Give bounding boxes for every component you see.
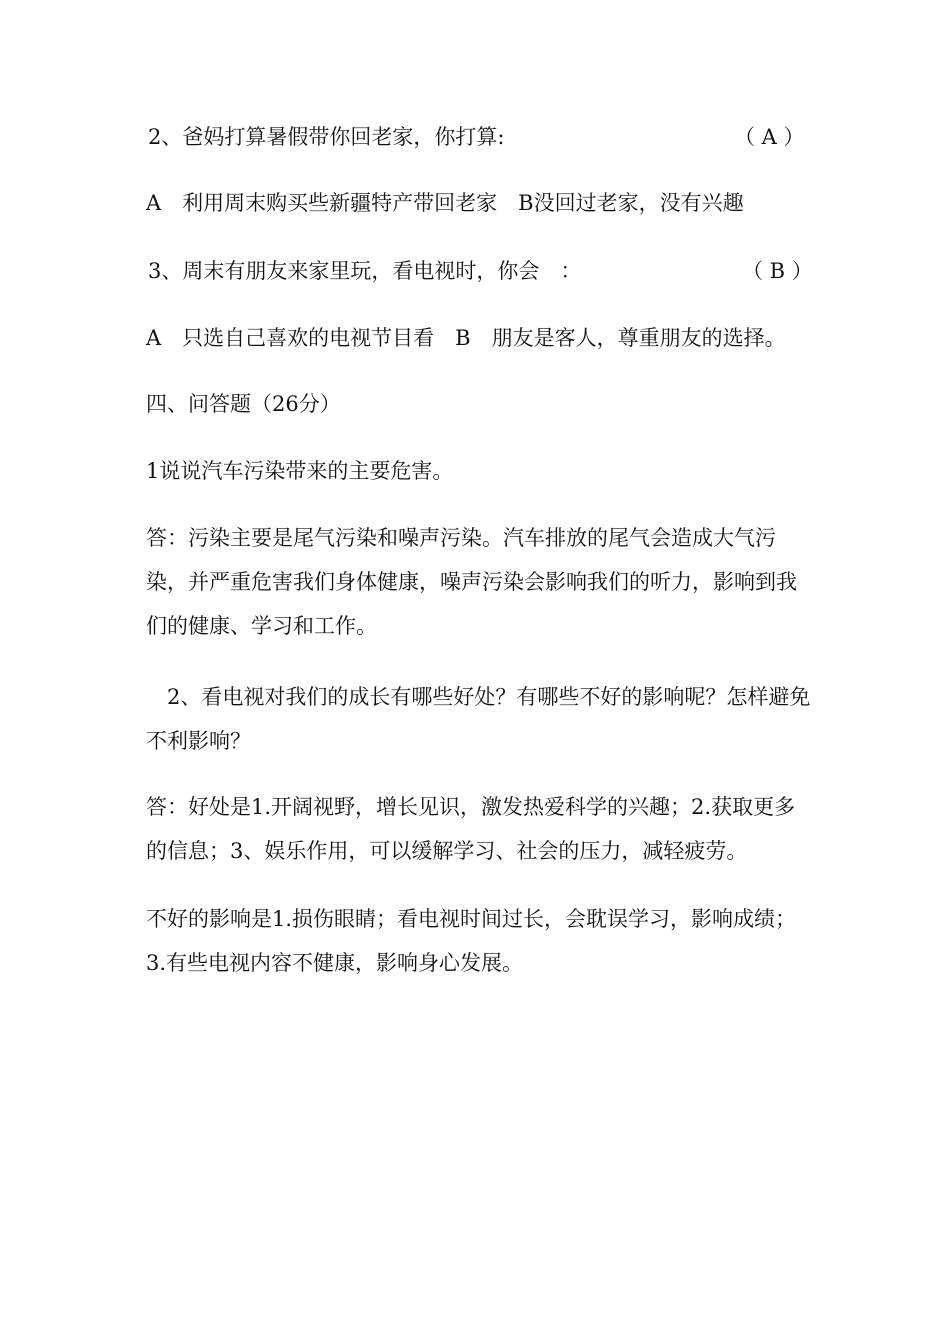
question-3-options: A 只选自己喜欢的电视节目看 B 朋友是客人，尊重朋友的选择。 xyxy=(146,326,786,350)
qa-answer-1: 答：污染主要是尾气污染和噪声污染。汽车排放的尾气会造成大气污染，并严重危害我们身体健康，噪声污染会影响我们的听力，影响到我们的健康、学习和工作。 xyxy=(146,526,797,638)
qa-question-1: 1说说汽车污染带来的主要危害。 xyxy=(146,459,454,483)
question-3-answer: （ B ） xyxy=(742,259,813,283)
section-4-heading: 四、问答题（26分） xyxy=(146,392,341,416)
question-2-answer: （ A ） xyxy=(734,125,805,149)
qa-answer-2-good: 答：好处是1.开阔视野，增长见识，激发热爱科学的兴趣；2.获取更多的信息；3、娱乐作用，可以缓解学习、社会的压力，减轻疲劳。 xyxy=(146,795,796,863)
question-3-text: 3、周末有朋友来家里玩，看电视时，你会 ： xyxy=(148,259,582,283)
qa-question-2: 2、看电视对我们的成长有哪些好处？有哪些不好的影响呢？怎样避免不利影响？ xyxy=(146,685,811,753)
qa-answer-2-bad: 不好的影响是1.损伤眼睛；看电视时间过长，会耽误学习，影响成绩；3.有些电视内容不健康，影响身心发展。 xyxy=(146,907,797,975)
question-2-text: 2、爸妈打算暑假带你回老家，你打算: xyxy=(148,125,505,149)
question-2-options: A 利用周末购买些新疆特产带回老家 B没回过老家，没有兴趣 xyxy=(146,191,744,215)
